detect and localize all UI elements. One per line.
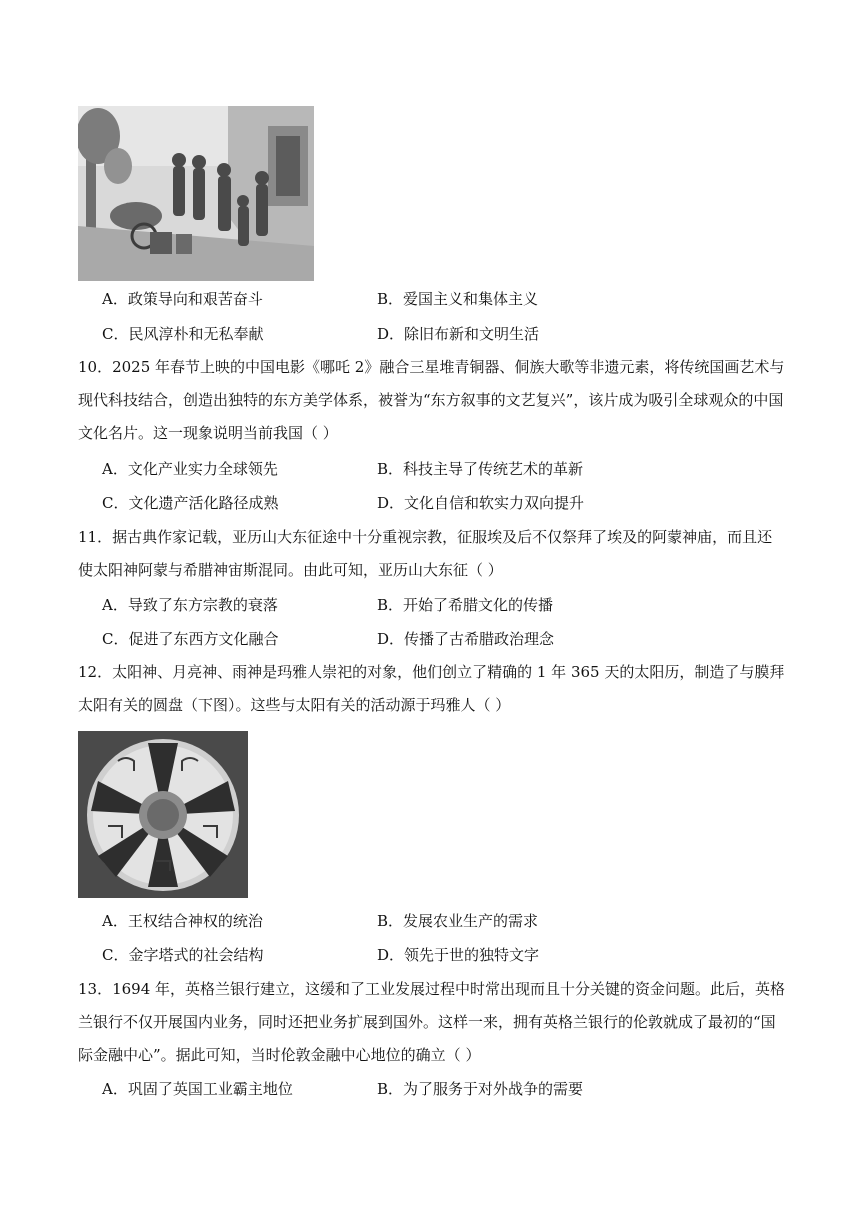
- q11-option-d: D．传播了古希腊政治理念: [377, 630, 555, 648]
- q10-option-c: C．文化遗产活化路径成熟: [102, 494, 279, 512]
- q13-stem-line-2: 兰银行不仅开展国内业务，同时还把业务扩展到国外。这样一来，拥有英格兰银行的伦敦就成了最初的“国: [78, 1013, 776, 1031]
- q13-stem-line-1: 13．1694 年，英格兰银行建立，这缓和了工业发展过程中时常出现而且十分关键的资金问题。此后，英格: [78, 980, 786, 998]
- q10-option-d: D．文化自信和软实力双向提升: [377, 494, 585, 512]
- q13-option-b: B．为了服务于对外战争的需要: [377, 1080, 584, 1098]
- q10-stem-line-3: 文化名片。这一现象说明当前我国（ ）: [78, 424, 338, 442]
- q13-stem-line-3: 际金融中心”。据此可知，当时伦敦金融中心地位的确立（ ）: [78, 1046, 481, 1064]
- q9-option-a: A．政策导向和艰苦奋斗: [102, 290, 263, 308]
- q13-option-a: A．巩固了英国工业霸主地位: [102, 1080, 293, 1098]
- q9-option-d: D．除旧布新和文明生活: [377, 325, 540, 343]
- q10-stem-line-2: 现代科技结合，创造出独特的东方美学体系，被誉为“东方叙事的文艺复兴”，该片成为吸引全球观众的中国: [78, 391, 784, 409]
- q11-stem-line-2: 使太阳神阿蒙与希腊神宙斯混同。由此可知，亚历山大东征（ ）: [78, 561, 503, 579]
- q12-option-c: C．金字塔式的社会结构: [102, 946, 264, 964]
- q11-option-a: A．导致了东方宗教的衰落: [102, 596, 278, 614]
- q11-stem-line-1: 11．据古典作家记载，亚历山大东征途中十分重视宗教，征服埃及后不仅祭拜了埃及的阿蒙神庙，而且还: [78, 528, 773, 546]
- q12-option-a: A．王权结合神权的统治: [102, 912, 263, 930]
- q10-option-a: A．文化产业实力全球领先: [102, 460, 278, 478]
- village-scene-illustration: [78, 106, 314, 281]
- q11-option-c: C．促进了东西方文化融合: [102, 630, 279, 648]
- q11-option-b: B．开始了希腊文化的传播: [377, 596, 554, 614]
- mayan-sun-disc-image: [78, 731, 248, 898]
- q12-option-b: B．发展农业生产的需求: [377, 912, 539, 930]
- q10-stem-line-1: 10．2025 年春节上映的中国电影《哪吒 2》融合三星堆青铜器、侗族大歌等非遗元素，将传统国画艺术与: [78, 358, 785, 376]
- q12-stem-line-2: 太阳有关的圆盘（下图）。这些与太阳有关的活动源于玛雅人（ ）: [78, 696, 511, 714]
- q12-stem-line-1: 12．太阳神、月亮神、雨神是玛雅人崇祀的对象，他们创立了精确的 1 年 365 天的太阳历，制造了与膜拜: [78, 663, 785, 681]
- q9-option-b: B．爱国主义和集体主义: [377, 290, 539, 308]
- q9-option-c: C．民风淳朴和无私奉献: [102, 325, 264, 343]
- q10-option-b: B．科技主导了传统艺术的革新: [377, 460, 584, 478]
- q12-option-d: D．领先于世的独特文字: [377, 946, 540, 964]
